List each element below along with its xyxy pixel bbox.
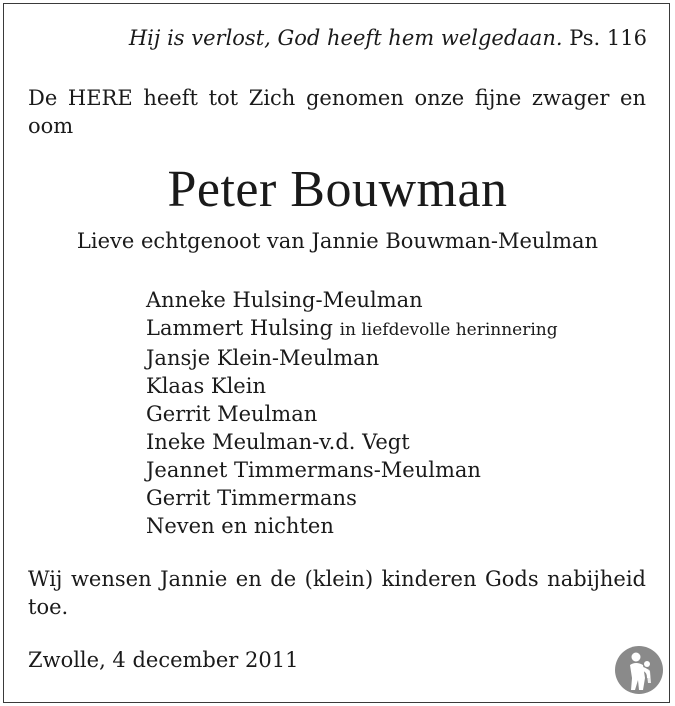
relative-name: Lammert Hulsing xyxy=(146,316,333,340)
relative-name: Gerrit Timmermans xyxy=(146,486,357,510)
relative-item xyxy=(146,372,558,400)
motto-reference: Ps. 116 xyxy=(569,26,647,50)
closing-text: Wij wensen Jannie en de (klein) kinderen Gods nabijheid toe. xyxy=(28,567,646,619)
relative-item xyxy=(146,428,558,456)
relative-item xyxy=(146,344,558,372)
relative-name: Klaas Klein xyxy=(146,374,266,398)
deceased-name: Peter Bouwman xyxy=(167,161,508,218)
spouse-line: Lieve echtgenoot van Jannie Bouwman-Meulman xyxy=(76,229,599,253)
motto xyxy=(129,26,647,50)
relative-item xyxy=(146,484,558,512)
intro-text: De HERE heeft tot Zich genomen onze fijne zwager en oom xyxy=(28,86,646,138)
place-date: Zwolle, 4 december 2011 xyxy=(28,648,299,672)
relatives-list xyxy=(146,286,558,540)
relative-name: Gerrit Meulman xyxy=(146,402,318,426)
relative-name: Anneke Hulsing-Meulman xyxy=(146,288,423,312)
memorial-figure-icon xyxy=(614,645,664,695)
relative-name: Ineke Meulman-v.d. Vegt xyxy=(146,430,410,454)
relative-item xyxy=(146,512,558,540)
relative-name: Jansje Klein-Meulman xyxy=(146,346,380,370)
relative-name: Jeannet Timmermans-Meulman xyxy=(146,458,481,482)
relative-name: Neven en nichten xyxy=(146,514,334,538)
relative-note: in liefdevolle herinnering xyxy=(339,320,558,340)
relative-item xyxy=(146,456,558,484)
motto-quote: Hij is verlost, God heeft hem welgedaan. xyxy=(128,26,563,50)
relative-item xyxy=(146,400,558,428)
relative-item xyxy=(146,286,558,314)
relative-item xyxy=(146,314,558,344)
